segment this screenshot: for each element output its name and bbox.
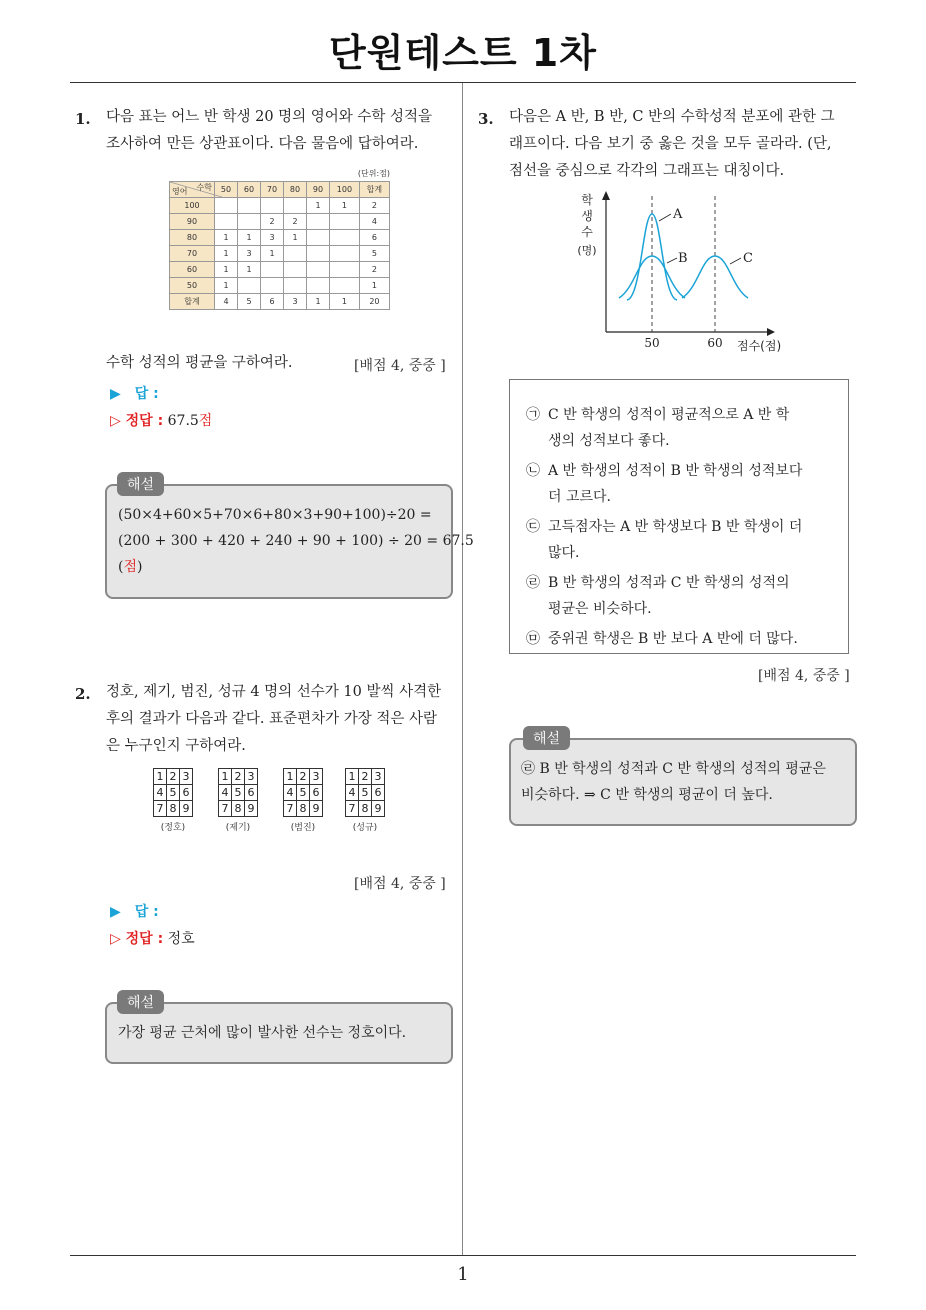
q1-explanation-tab: 해설	[117, 472, 164, 496]
choice-mark: ㉡	[526, 463, 540, 479]
table-cell: 2	[284, 214, 307, 230]
y-label-2: 생	[581, 209, 593, 223]
table-cell: 1	[359, 278, 389, 294]
grid-number: 2	[167, 769, 180, 785]
table-cell	[307, 246, 330, 262]
q3-text-line: 래프이다. 다음 보기 중 옳은 것을 모두 골라라. (단,	[509, 136, 832, 152]
choice-line	[526, 458, 826, 484]
row-header: 60	[170, 262, 215, 278]
table-cell: 3	[238, 246, 261, 262]
q1-number: 1.	[75, 110, 91, 128]
grid-number: 3	[180, 769, 193, 785]
explanation-unit: 점	[123, 559, 137, 575]
grid-number: 3	[310, 769, 323, 785]
grid-number: 5	[167, 785, 180, 801]
table-cell: 1	[330, 294, 360, 310]
table-row	[170, 230, 390, 246]
correlation-table	[169, 181, 390, 310]
shooting-record	[153, 768, 193, 833]
outline-triangle-icon: ▷	[110, 931, 126, 947]
col-header: 50	[215, 182, 238, 198]
row-header: 합계	[170, 294, 215, 310]
target-grid	[153, 768, 193, 817]
choice-text: B 반 학생의 성적과 C 반 학생의 성적의	[548, 575, 790, 591]
q2-meta: [배점 4, 중중 ]	[354, 876, 446, 892]
q3-meta: [배점 4, 중중 ]	[758, 668, 850, 684]
table-cell	[284, 278, 307, 294]
table-cell	[330, 246, 360, 262]
table-cell	[307, 230, 330, 246]
grid-number: 8	[359, 801, 372, 817]
table-cell: 5	[238, 294, 261, 310]
choice-mark: ㉣	[526, 575, 540, 591]
target-grid	[218, 768, 258, 817]
record-caption: (범진)	[290, 823, 316, 833]
q1-text-line: 조사하여 만든 상관표이다. 다음 물음에 답하여라.	[106, 136, 419, 152]
table-cell	[215, 214, 238, 230]
shooting-record	[345, 768, 385, 833]
answer-label-text: 답 :	[134, 386, 159, 402]
choice-line	[526, 626, 826, 652]
grid-number: 6	[310, 785, 323, 801]
grid-number: 9	[245, 801, 258, 817]
grid-number: 3	[245, 769, 258, 785]
table-cell: 1	[238, 262, 261, 278]
grid-number: 6	[245, 785, 258, 801]
table-cell	[261, 262, 284, 278]
choice-text: C 반 학생의 성적이 평균적으로 A 반 학	[548, 407, 790, 423]
top-rule	[70, 82, 856, 83]
q1-answer-label	[110, 383, 159, 403]
y-label-1: 학	[581, 193, 593, 207]
grid-number: 1	[154, 769, 167, 785]
page-number: 1	[457, 1264, 469, 1285]
pointer-c	[730, 258, 741, 264]
pointer-a	[659, 214, 671, 221]
table-cell	[238, 278, 261, 294]
table-cell: 6	[261, 294, 284, 310]
col-header: 합계	[359, 182, 389, 198]
table-cell	[307, 278, 330, 294]
choice-text: 평균은 비슷하다.	[548, 601, 652, 617]
grid-number: 7	[346, 801, 359, 817]
grid-number: 5	[297, 785, 310, 801]
unit-paren-close: )	[137, 559, 143, 575]
table-cell: 1	[215, 230, 238, 246]
col-header: 70	[261, 182, 284, 198]
choice-mark: ㉢	[526, 519, 540, 535]
grid-number: 5	[359, 785, 372, 801]
q1-text-line: 다음 표는 어느 반 학생 20 명의 영어와 수학 성적을	[106, 109, 433, 125]
table-row	[170, 198, 390, 214]
q2-number: 2.	[75, 685, 91, 703]
q1-correlation-table	[169, 168, 390, 310]
answer-label-text: 답 :	[134, 904, 159, 920]
table-cell	[284, 262, 307, 278]
grid-number: 7	[154, 801, 167, 817]
choice-mark: ㉤	[526, 631, 540, 647]
bottom-rule	[70, 1255, 856, 1256]
unit-paren-open: (	[118, 559, 124, 575]
grid-number: 9	[310, 801, 323, 817]
grid-number: 4	[219, 785, 232, 801]
table-row	[170, 278, 390, 294]
choice-line	[526, 402, 826, 428]
row-header: 90	[170, 214, 215, 230]
table-cell	[215, 198, 238, 214]
choice-text: 더 고르다.	[548, 489, 611, 505]
explanation-line: (200 + 300 + 420 + 240 + 90 + 100) ÷ 20 = 67.5	[118, 533, 474, 549]
grid-number: 2	[232, 769, 245, 785]
explanation-line: 비슷하다. ⇒ C 반 학생의 평균이 더 높다.	[521, 787, 773, 803]
q3-text	[509, 104, 835, 185]
grid-number: 8	[167, 801, 180, 817]
table-cell: 1	[238, 230, 261, 246]
table-cell: 2	[359, 262, 389, 278]
explanation-line: ㉣ B 반 학생의 성적과 C 반 학생의 성적의 평균은	[521, 761, 826, 777]
row-header: 70	[170, 246, 215, 262]
grid-number: 4	[154, 785, 167, 801]
grid-number: 1	[346, 769, 359, 785]
table-row	[170, 214, 390, 230]
table-cell	[330, 230, 360, 246]
choice-line	[526, 540, 826, 566]
table-cell	[261, 198, 284, 214]
table-unit: (단위:점)	[357, 169, 390, 178]
choice-line	[526, 514, 826, 540]
table-cell: 1	[215, 278, 238, 294]
x-tick-50: 50	[644, 336, 660, 350]
col-header: 60	[238, 182, 261, 198]
target-grid	[345, 768, 385, 817]
grid-number: 6	[372, 785, 385, 801]
grid-number: 4	[284, 785, 297, 801]
choice-text: 많다.	[548, 545, 580, 561]
q2-text-line: 정호, 제기, 범진, 성규 4 명의 선수가 10 발씩 사격한	[106, 684, 442, 700]
table-cell	[261, 278, 284, 294]
correct-value: 67.5	[167, 413, 199, 429]
grid-number: 5	[232, 785, 245, 801]
correct-unit: 점	[198, 413, 213, 429]
x-tick-60: 60	[707, 336, 723, 350]
q3-choices-box	[509, 379, 849, 654]
table-row	[170, 294, 390, 310]
table-cell: 6	[359, 230, 389, 246]
y-label-3: 수	[581, 225, 593, 239]
q1-explanation-text	[118, 502, 474, 580]
choice-item	[526, 626, 826, 652]
q2-text	[106, 679, 441, 760]
table-cell: 4	[215, 294, 238, 310]
choice-item	[526, 514, 826, 566]
table-cell: 1	[330, 198, 360, 214]
record-caption: (성규)	[352, 823, 378, 833]
table-cell: 1	[284, 230, 307, 246]
q3-number: 3.	[478, 110, 494, 128]
choice-line	[526, 428, 826, 454]
q3-distribution-graph	[555, 188, 805, 358]
table-cell: 3	[284, 294, 307, 310]
corner-top-label: 수학	[196, 183, 212, 192]
table-cell: 3	[261, 230, 284, 246]
table-cell	[238, 198, 261, 214]
grid-number: 8	[297, 801, 310, 817]
table-cell	[307, 214, 330, 230]
choice-text: A 반 학생의 성적이 B 반 학생의 성적보다	[548, 463, 803, 479]
table-cell: 1	[215, 246, 238, 262]
q1-meta: [배점 4, 중중 ]	[354, 358, 446, 374]
grid-number: 2	[359, 769, 372, 785]
table-cell	[284, 198, 307, 214]
outline-triangle-icon: ▷	[110, 413, 126, 429]
table-corner	[170, 182, 215, 198]
correct-label: 정답 :	[125, 931, 164, 947]
choice-line	[526, 484, 826, 510]
q3-explanation-text	[521, 756, 826, 808]
table-row	[170, 262, 390, 278]
table-cell: 1	[215, 262, 238, 278]
record-caption: (정호)	[160, 823, 186, 833]
record-caption: (제기)	[225, 823, 251, 833]
row-header: 80	[170, 230, 215, 246]
choice-text: 중위권 학생은 B 반 보다 A 반에 더 많다.	[548, 631, 798, 647]
table-cell: 2	[359, 198, 389, 214]
explanation-line: (50×4+60×5+70×6+80×3+90+100)÷20 =	[118, 507, 432, 523]
q2-explanation-text	[118, 1020, 406, 1046]
q3-explanation-tab: 해설	[523, 726, 570, 750]
choice-item	[526, 570, 826, 622]
grid-number: 7	[284, 801, 297, 817]
q1-correct	[110, 410, 212, 430]
table-cell: 4	[359, 214, 389, 230]
table-cell: 1	[261, 246, 284, 262]
grid-number: 8	[232, 801, 245, 817]
table-cell	[330, 278, 360, 294]
table-cell	[284, 246, 307, 262]
explanation-line: 가장 평균 근처에 많이 발사한 선수는 정호이다.	[118, 1025, 407, 1041]
grid-number: 6	[180, 785, 193, 801]
grid-number: 1	[219, 769, 232, 785]
corner-bottom-label: 영어	[172, 187, 188, 196]
choice-item	[526, 458, 826, 510]
table-cell	[238, 214, 261, 230]
grid-number: 9	[372, 801, 385, 817]
grid-number: 1	[284, 769, 297, 785]
col-header: 90	[307, 182, 330, 198]
shooting-record	[218, 768, 258, 833]
table-cell: 1	[307, 198, 330, 214]
y-axis-arrow	[602, 191, 610, 200]
grid-number: 4	[346, 785, 359, 801]
table-cell	[330, 214, 360, 230]
row-header: 50	[170, 278, 215, 294]
grid-number: 7	[219, 801, 232, 817]
table-cell: 2	[261, 214, 284, 230]
page-title: 단원테스트 1차	[329, 31, 597, 75]
col-header: 80	[284, 182, 307, 198]
pointer-b	[667, 258, 677, 263]
choice-line	[526, 596, 826, 622]
correct-label: 정답 :	[125, 413, 164, 429]
choice-text: 고득점자는 A 반 학생보다 B 반 학생이 더	[548, 519, 803, 535]
q2-correct	[110, 928, 195, 948]
col-header: 100	[330, 182, 360, 198]
grid-number: 2	[297, 769, 310, 785]
q2-explanation-tab: 해설	[117, 990, 164, 1014]
choice-text: 생의 성적보다 좋다.	[548, 433, 670, 449]
target-grid	[283, 768, 323, 817]
grid-number: 3	[372, 769, 385, 785]
row-header: 100	[170, 198, 215, 214]
q3-text-line: 다음은 A 반, B 반, C 반의 수학성적 분포에 관한 그	[509, 109, 835, 125]
grid-number: 9	[180, 801, 193, 817]
q2-text-line: 후의 결과가 다음과 같다. 표준편차가 가장 적은 사람	[106, 711, 438, 727]
curve-label-a: A	[673, 207, 683, 222]
curve-label-c: C	[743, 251, 753, 266]
q2-text-line: 은 누구인지 구하여라.	[106, 738, 246, 754]
correct-value: 정호	[167, 931, 195, 947]
table-cell: 1	[307, 294, 330, 310]
x-axis-arrow	[767, 328, 775, 336]
x-axis-label: 점수(점)	[737, 339, 782, 353]
table-row	[170, 246, 390, 262]
q3-text-line: 점선을 중심으로 각각의 그래프는 대칭이다.	[509, 163, 785, 179]
column-divider	[462, 83, 463, 1255]
table-cell: 20	[359, 294, 389, 310]
choice-line	[526, 570, 826, 596]
choice-mark: ㉠	[526, 407, 540, 423]
table-cell	[307, 262, 330, 278]
choice-item	[526, 402, 826, 454]
table-cell: 5	[359, 246, 389, 262]
curve-label-b: B	[678, 251, 688, 266]
table-cell	[330, 262, 360, 278]
q1-question: 수학 성적의 평균을 구하여라.	[106, 355, 293, 371]
q2-answer-label	[110, 901, 159, 921]
play-icon: ▶	[110, 386, 121, 402]
play-icon: ▶	[110, 904, 121, 920]
explanation-line	[118, 554, 474, 580]
q1-text	[106, 104, 432, 158]
y-label-4: (명)	[577, 244, 597, 257]
shooting-record	[283, 768, 323, 833]
